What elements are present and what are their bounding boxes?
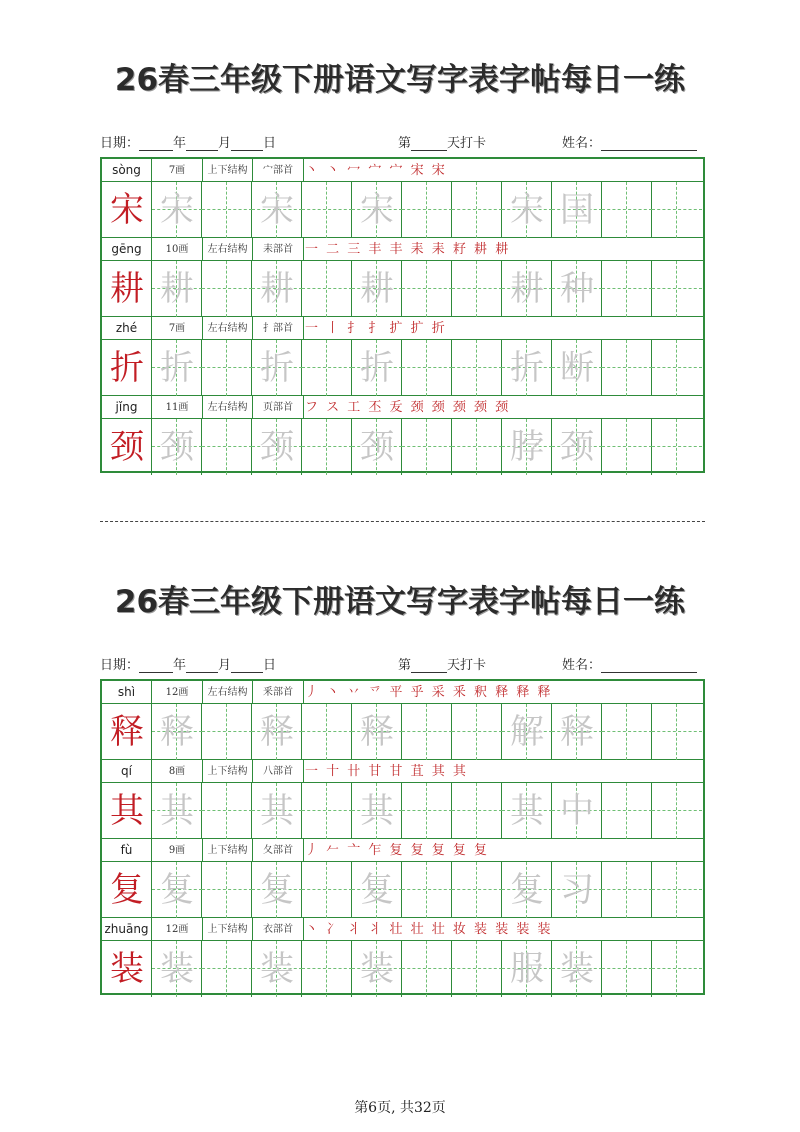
writing-cell[interactable]: [652, 340, 702, 396]
stroke-count-cell: 9画: [152, 839, 203, 862]
day-label: 日: [263, 136, 277, 151]
writing-cell[interactable]: [152, 419, 202, 475]
structure-cell: 左右结构: [203, 238, 253, 261]
checkin-prefix: 第: [398, 658, 412, 673]
name-field: [562, 132, 697, 151]
stroke-count-cell: 7画: [152, 159, 203, 182]
trace-char: 其: [360, 791, 394, 831]
model-char: 折: [110, 348, 144, 388]
writing-cell[interactable]: [502, 182, 552, 238]
writing-cell[interactable]: [352, 419, 402, 475]
month-label: 月: [218, 136, 232, 151]
name-field: [562, 654, 697, 673]
writing-cell[interactable]: [152, 704, 202, 760]
stroke-count-cell: 8画: [152, 760, 203, 783]
char-info-row: [102, 760, 703, 783]
trace-char: 颈: [260, 427, 294, 467]
word-trace-char: 服: [510, 949, 544, 989]
sheet-meta-row: [0, 132, 800, 152]
trace-char: 复: [260, 870, 294, 910]
stroke-order-sequence: 丿 𠂉 亠 乍 复 复 复 复 复: [305, 843, 490, 858]
structure-cell: 左右结构: [203, 317, 253, 340]
char-info-row: [102, 317, 703, 340]
writing-cell[interactable]: [402, 862, 452, 918]
radical-cell: 宀部首: [253, 159, 304, 182]
writing-cell[interactable]: [652, 704, 702, 760]
writing-cell[interactable]: [352, 862, 402, 918]
trace-char: 折: [260, 348, 294, 388]
writing-cell[interactable]: [502, 419, 552, 475]
year-label: 年: [173, 658, 187, 673]
trace-char: 耕: [260, 269, 294, 309]
trace-char: 耕: [360, 269, 394, 309]
writing-cell[interactable]: [602, 182, 652, 238]
word-trace-char: 断: [560, 348, 594, 388]
char-practice-row: [102, 419, 703, 475]
date-field: [100, 654, 276, 673]
pinyin-cell: zhé: [102, 317, 152, 340]
trace-char: 释: [360, 712, 394, 752]
trace-char: 释: [260, 712, 294, 752]
word-trace-char: 释: [560, 712, 594, 752]
word-trace-char: 复: [510, 870, 544, 910]
word-trace-char: 颈: [560, 427, 594, 467]
sheet-title: 26春三年级下册语文写字表字帖每日一练: [114, 584, 686, 620]
stroke-order-sequence: 一 丨 扌 扌 扩 扩 折: [305, 321, 447, 336]
structure-cell: 左右结构: [203, 396, 253, 419]
writing-cell[interactable]: [352, 182, 402, 238]
writing-cell[interactable]: [652, 182, 702, 238]
writing-cell[interactable]: [252, 261, 302, 317]
date-label: 日期：: [100, 658, 140, 673]
checkin-prefix: 第: [398, 136, 412, 151]
writing-cell[interactable]: [502, 340, 552, 396]
stroke-count-cell: 7画: [152, 317, 203, 340]
checkin-suffix: 天打卡: [447, 136, 487, 151]
radical-cell: 八部首: [253, 760, 304, 783]
radical-cell: 页部首: [253, 396, 304, 419]
writing-cell[interactable]: [452, 704, 502, 760]
writing-cell[interactable]: [102, 783, 152, 839]
writing-cell[interactable]: [302, 783, 352, 839]
writing-cell[interactable]: [202, 941, 252, 997]
writing-cell[interactable]: [502, 941, 552, 997]
trace-char: 装: [160, 949, 194, 989]
trace-char: 耕: [160, 269, 194, 309]
writing-cell[interactable]: [252, 340, 302, 396]
word-trace-char: 解: [510, 712, 544, 752]
writing-cell[interactable]: [252, 862, 302, 918]
word-trace-char: 耕: [510, 269, 544, 309]
trace-char: 其: [260, 791, 294, 831]
stroke-order-sequence: フ ス 工 丕 叐 颈 颈 颈 颈 颈: [305, 400, 511, 415]
structure-cell: 左右结构: [203, 681, 253, 704]
writing-cell[interactable]: [102, 340, 152, 396]
writing-cell[interactable]: [302, 941, 352, 997]
writing-cell[interactable]: [102, 862, 152, 918]
writing-cell[interactable]: [202, 340, 252, 396]
writing-cell[interactable]: [652, 862, 702, 918]
writing-cell[interactable]: [552, 261, 602, 317]
char-info-row: [102, 159, 703, 182]
model-char: 宋: [110, 190, 144, 230]
practice-grid: [100, 157, 705, 473]
stroke-order-sequence: 一 十 卄 甘 甘 苴 其 其: [305, 764, 468, 779]
writing-cell[interactable]: [502, 704, 552, 760]
writing-cell[interactable]: [502, 783, 552, 839]
stroke-count-cell: 12画: [152, 918, 203, 941]
writing-cell[interactable]: [252, 704, 302, 760]
writing-cell[interactable]: [252, 941, 302, 997]
writing-cell[interactable]: [652, 941, 702, 997]
day-label: 日: [263, 658, 277, 673]
writing-cell[interactable]: [202, 862, 252, 918]
writing-cell[interactable]: [302, 704, 352, 760]
word-trace-char: 宋: [510, 190, 544, 230]
writing-cell[interactable]: [152, 783, 202, 839]
pinyin-cell: gēng: [102, 238, 152, 261]
stroke-count-cell: 12画: [152, 681, 203, 704]
writing-cell[interactable]: [152, 340, 202, 396]
writing-cell[interactable]: [652, 261, 702, 317]
month-label: 月: [218, 658, 232, 673]
writing-cell[interactable]: [202, 261, 252, 317]
writing-cell[interactable]: [202, 704, 252, 760]
radical-cell: 夂部首: [253, 839, 304, 862]
char-info-row: [102, 918, 703, 941]
writing-cell[interactable]: [452, 261, 502, 317]
pinyin-cell: fù: [102, 839, 152, 862]
char-practice-row: [102, 182, 703, 238]
word-trace-char: 种: [560, 269, 594, 309]
writing-cell[interactable]: [302, 419, 352, 475]
trace-char: 释: [160, 712, 194, 752]
trace-char: 装: [260, 949, 294, 989]
writing-cell[interactable]: [452, 783, 502, 839]
writing-cell[interactable]: [602, 941, 652, 997]
writing-cell[interactable]: [552, 182, 602, 238]
writing-cell[interactable]: [452, 182, 502, 238]
radical-cell: 耒部首: [253, 238, 304, 261]
structure-cell: 上下结构: [203, 159, 253, 182]
pinyin-cell: zhuāng: [102, 918, 152, 941]
word-trace-char: 其: [510, 791, 544, 831]
pinyin-cell: shì: [102, 681, 152, 704]
writing-cell[interactable]: [402, 182, 452, 238]
trace-char: 折: [360, 348, 394, 388]
writing-cell[interactable]: [652, 783, 702, 839]
structure-cell: 上下结构: [203, 760, 253, 783]
radical-cell: 釆部首: [253, 681, 304, 704]
stroke-order-sequence: 一 二 三 丰 丰 耒 耒 耔 耕 耕: [305, 242, 511, 257]
trace-char: 折: [160, 348, 194, 388]
model-char: 释: [110, 712, 144, 752]
word-trace-char: 习: [560, 870, 594, 910]
char-info-row: [102, 396, 703, 419]
sheet-meta-row: [0, 654, 800, 674]
stroke-order-sequence: 丶 冫 丬 丬 壮 壮 壮 妆 装 装 装 装: [305, 922, 553, 937]
writing-cell[interactable]: [552, 704, 602, 760]
radical-cell: 衣部首: [253, 918, 304, 941]
writing-cell[interactable]: [102, 182, 152, 238]
writing-cell[interactable]: [352, 340, 402, 396]
writing-cell[interactable]: [652, 419, 702, 475]
word-trace-char: 装: [560, 949, 594, 989]
stroke-count-cell: 11画: [152, 396, 203, 419]
writing-cell[interactable]: [352, 704, 402, 760]
name-label: 姓名：: [562, 658, 602, 673]
model-char: 复: [110, 870, 144, 910]
writing-cell[interactable]: [452, 862, 502, 918]
writing-cell[interactable]: [552, 783, 602, 839]
word-trace-char: 中: [560, 791, 594, 831]
writing-cell[interactable]: [152, 941, 202, 997]
writing-cell[interactable]: [202, 419, 252, 475]
char-practice-row: [102, 941, 703, 997]
stroke-order-sequence: 丶 丶 冖 宀 宀 宋 宋: [305, 163, 447, 178]
date-field: [100, 132, 276, 151]
writing-cell[interactable]: [302, 862, 352, 918]
trace-char: 复: [160, 870, 194, 910]
writing-cell[interactable]: [452, 941, 502, 997]
writing-cell[interactable]: [152, 182, 202, 238]
radical-cell: 扌部首: [253, 317, 304, 340]
writing-cell[interactable]: [502, 862, 552, 918]
writing-cell[interactable]: [152, 862, 202, 918]
writing-cell[interactable]: [352, 261, 402, 317]
pinyin-cell: sòng: [102, 159, 152, 182]
trace-char: 宋: [260, 190, 294, 230]
writing-cell[interactable]: [602, 704, 652, 760]
trace-char: 颈: [160, 427, 194, 467]
sheet-title: 26春三年级下册语文写字表字帖每日一练: [114, 62, 686, 98]
writing-cell[interactable]: [602, 783, 652, 839]
writing-cell[interactable]: [552, 862, 602, 918]
char-info-row: [102, 238, 703, 261]
writing-cell[interactable]: [402, 783, 452, 839]
writing-cell[interactable]: [302, 261, 352, 317]
writing-cell[interactable]: [352, 783, 402, 839]
writing-cell[interactable]: [252, 419, 302, 475]
char-info-row: [102, 681, 703, 704]
writing-cell[interactable]: [552, 340, 602, 396]
char-practice-row: [102, 783, 703, 839]
writing-cell[interactable]: [302, 340, 352, 396]
writing-cell[interactable]: [102, 419, 152, 475]
trace-char: 复: [360, 870, 394, 910]
word-trace-char: 脖: [510, 427, 544, 467]
page-number-footer: 第6页, 共32页: [354, 1100, 446, 1116]
year-label: 年: [173, 136, 187, 151]
checkin-field: [398, 654, 486, 673]
writing-cell[interactable]: [102, 704, 152, 760]
date-label: 日期：: [100, 136, 140, 151]
char-practice-row: [102, 340, 703, 396]
name-label: 姓名：: [562, 136, 602, 151]
writing-cell[interactable]: [102, 261, 152, 317]
writing-cell[interactable]: [202, 783, 252, 839]
writing-cell[interactable]: [252, 182, 302, 238]
stroke-count-cell: 10画: [152, 238, 203, 261]
structure-cell: 上下结构: [203, 918, 253, 941]
char-practice-row: [102, 704, 703, 760]
writing-cell[interactable]: [202, 182, 252, 238]
trace-char: 宋: [160, 190, 194, 230]
writing-cell[interactable]: [602, 340, 652, 396]
writing-cell[interactable]: [602, 261, 652, 317]
writing-cell[interactable]: [602, 862, 652, 918]
model-char: 其: [110, 791, 144, 831]
model-char: 装: [110, 949, 144, 989]
checkin-field: [398, 132, 486, 151]
checkin-suffix: 天打卡: [447, 658, 487, 673]
practice-grid: [100, 679, 705, 995]
word-trace-char: 折: [510, 348, 544, 388]
model-char: 颈: [110, 427, 144, 467]
pinyin-cell: qí: [102, 760, 152, 783]
writing-cell[interactable]: [402, 419, 452, 475]
model-char: 耕: [110, 269, 144, 309]
writing-cell[interactable]: [552, 419, 602, 475]
writing-cell[interactable]: [552, 941, 602, 997]
writing-cell[interactable]: [602, 419, 652, 475]
trace-char: 颈: [360, 427, 394, 467]
writing-cell[interactable]: [402, 261, 452, 317]
char-info-row: [102, 839, 703, 862]
trace-char: 装: [360, 949, 394, 989]
writing-cell[interactable]: [402, 941, 452, 997]
writing-cell[interactable]: [252, 783, 302, 839]
pinyin-cell: jǐng: [102, 396, 152, 419]
char-practice-row: [102, 261, 703, 317]
writing-cell[interactable]: [102, 941, 152, 997]
cut-line-divider: [100, 521, 705, 522]
writing-cell[interactable]: [352, 941, 402, 997]
writing-cell[interactable]: [402, 340, 452, 396]
trace-char: 宋: [360, 190, 394, 230]
writing-cell[interactable]: [152, 261, 202, 317]
structure-cell: 上下结构: [203, 839, 253, 862]
stroke-order-sequence: 丿 丶 丷 乊 平 乎 采 釆 釈 释 释 释: [305, 685, 553, 700]
writing-cell[interactable]: [452, 419, 502, 475]
trace-char: 其: [160, 791, 194, 831]
char-practice-row: [102, 862, 703, 918]
writing-cell[interactable]: [502, 261, 552, 317]
writing-cell[interactable]: [452, 340, 502, 396]
writing-cell[interactable]: [302, 182, 352, 238]
word-trace-char: 国: [560, 190, 594, 230]
writing-cell[interactable]: [402, 704, 452, 760]
